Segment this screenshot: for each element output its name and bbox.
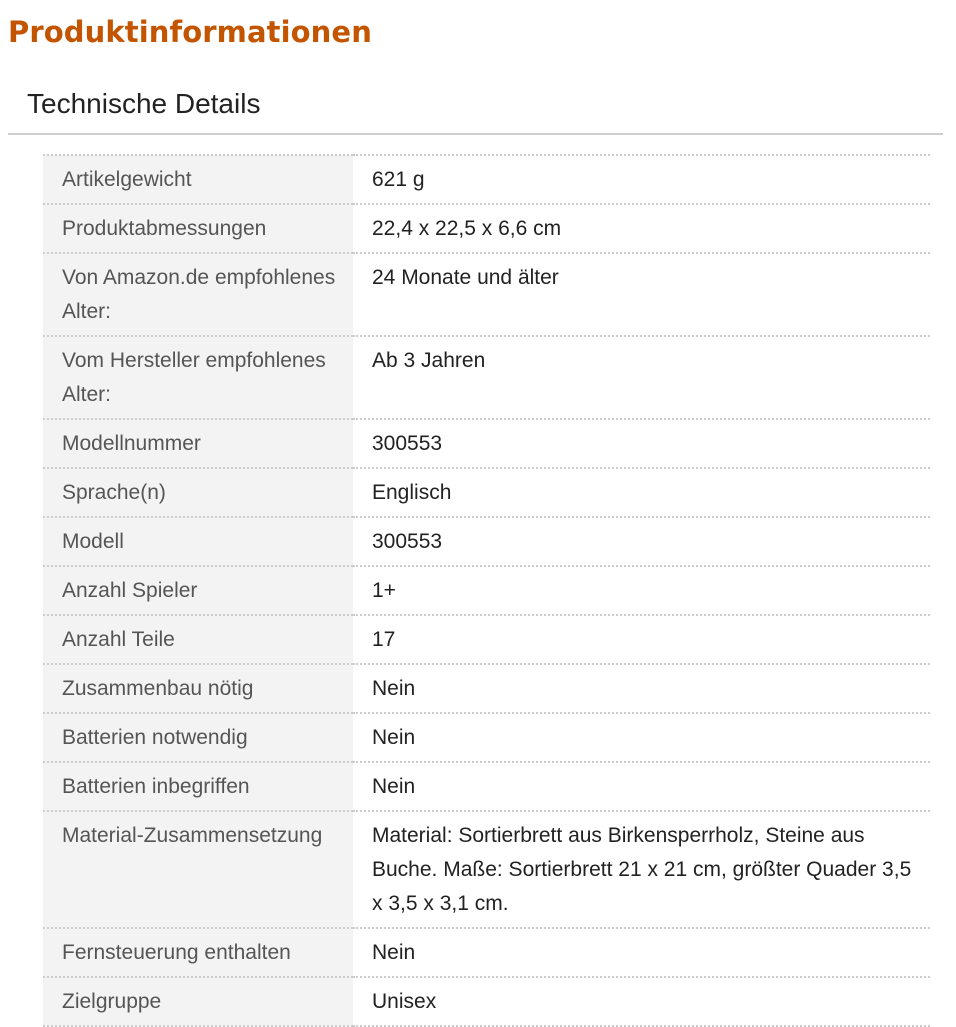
table-row — [43, 928, 930, 977]
table-row — [43, 253, 930, 336]
detail-value: Unisex — [372, 990, 437, 1013]
detail-label: Fernsteuerung enthalten — [43, 928, 353, 977]
table-row — [43, 977, 930, 1026]
detail-label: Batterien inbegriffen — [43, 762, 353, 811]
table-row — [43, 811, 930, 928]
table-row — [43, 204, 930, 253]
detail-label: Modell — [43, 517, 353, 566]
detail-value: 17 — [372, 628, 396, 651]
detail-value: 621 g — [372, 168, 425, 191]
detail-value: Nein — [372, 726, 416, 749]
detail-value: 300553 — [372, 432, 443, 455]
table-row — [43, 615, 930, 664]
detail-label: Zusammenbau nötig — [43, 664, 353, 713]
detail-value: 300553 — [372, 530, 443, 553]
detail-value: Nein — [372, 941, 416, 964]
table-row — [43, 664, 930, 713]
detail-value: 24 Monate und älter — [372, 266, 559, 289]
detail-label: Anzahl Spieler — [43, 566, 353, 615]
section-title-technische-details: Technische Details — [27, 88, 261, 119]
detail-label: Von Amazon.de empfohlenes Alter: — [43, 253, 353, 336]
detail-value: Nein — [372, 775, 416, 798]
page-heading: Produktinformationen — [8, 15, 372, 49]
detail-label: Artikelgewicht — [43, 155, 353, 204]
table-row — [43, 762, 930, 811]
detail-label: Vom Hersteller empfohlenes Alter: — [43, 336, 353, 419]
detail-value: Englisch — [372, 481, 452, 504]
section-divider — [8, 133, 943, 135]
detail-label: Anzahl Teile — [43, 615, 353, 664]
table-row — [43, 155, 930, 204]
detail-label: Zielgruppe — [43, 977, 353, 1026]
detail-value: Ab 3 Jahren — [372, 349, 486, 372]
table-row — [43, 517, 930, 566]
detail-label: Modellnummer — [43, 419, 353, 468]
detail-label: Produktabmessungen — [43, 204, 353, 253]
detail-value: Nein — [372, 677, 416, 700]
table-row — [43, 566, 930, 615]
detail-label: Sprache(n) — [43, 468, 353, 517]
table-row — [43, 419, 930, 468]
detail-label: Material-Zusammensetzung — [43, 811, 353, 928]
detail-value: Material: Sortierbrett aus Birkensperrholz, Steine aus Buche. Maße: Sortierbrett 21 x 21 cm, größter Quader 3,5 x 3,5 x 3,1 cm. — [372, 824, 912, 915]
table-row — [43, 713, 930, 762]
table-row — [43, 468, 930, 517]
detail-value: 22,4 x 22,5 x 6,6 cm — [372, 217, 562, 240]
table-row — [43, 336, 930, 419]
detail-label: Batterien notwendig — [43, 713, 353, 762]
technical-details-table — [43, 154, 930, 1027]
detail-value: 1+ — [372, 579, 396, 602]
